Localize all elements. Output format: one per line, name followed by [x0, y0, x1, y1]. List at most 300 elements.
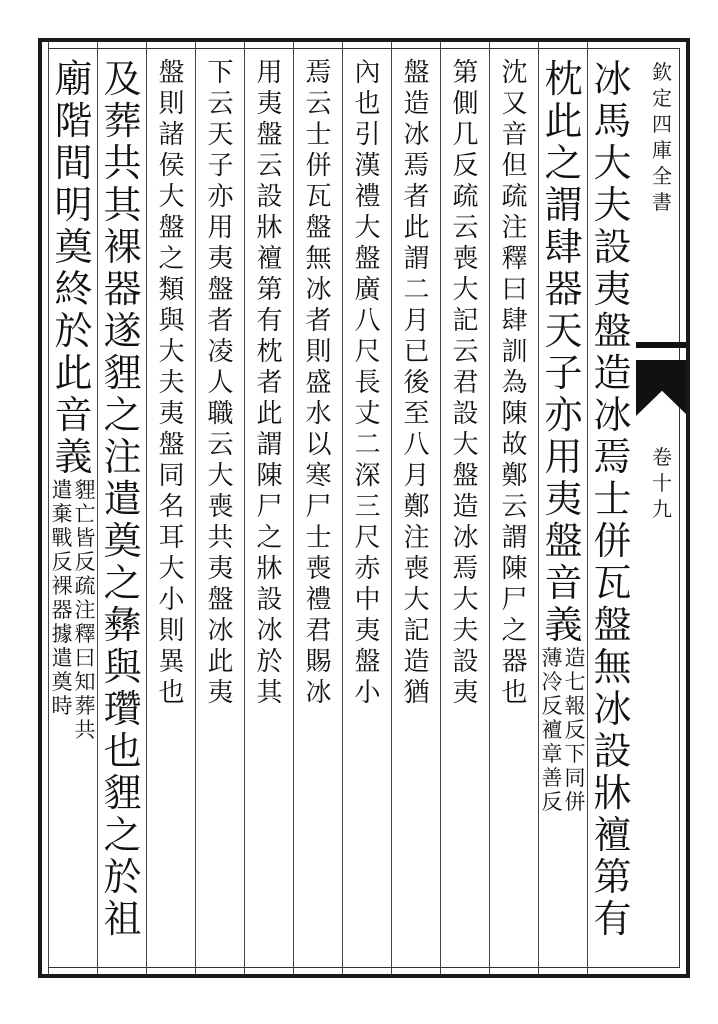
main-text-char: 間 — [54, 141, 93, 185]
commentary-char: 此 — [256, 399, 283, 429]
commentary-char: 也 — [158, 678, 185, 708]
commentary-char: 中 — [354, 585, 381, 615]
main-text-char: 注 — [103, 435, 142, 479]
commentary-char: 已 — [403, 337, 430, 367]
annotation-char: 薄 — [541, 646, 563, 670]
main-text-char: 祖 — [103, 897, 142, 941]
main-text-char: 夷 — [593, 267, 632, 311]
annotation-char: 釋 — [74, 622, 96, 646]
commentary-char: 夫 — [452, 616, 479, 646]
main-text-char: 天 — [544, 309, 583, 353]
main-text-char: 器 — [544, 267, 583, 311]
commentary-char: 以 — [305, 430, 332, 460]
commentary-char: 其 — [256, 678, 283, 708]
commentary-char: 几 — [452, 120, 479, 150]
main-text-char: 遂 — [103, 309, 142, 353]
annotation-pair — [52, 576, 96, 744]
commentary-char: 夷 — [207, 678, 234, 708]
commentary-char: 尺 — [354, 337, 381, 367]
text-column — [244, 42, 294, 974]
main-text-char: 義 — [54, 435, 93, 479]
main-text-char: 瓚 — [103, 687, 142, 731]
margin-title-char: 四 — [652, 112, 672, 136]
commentary-char: 天 — [207, 120, 234, 150]
commentary-char: 盤 — [256, 120, 283, 150]
commentary-char: 側 — [452, 89, 479, 119]
commentary-char: 諸 — [158, 120, 185, 150]
annotation-char: 器 — [51, 598, 73, 622]
commentary-char: 二 — [403, 275, 430, 305]
commentary-char: 八 — [403, 430, 430, 460]
commentary-char: 故 — [501, 430, 528, 460]
commentary-char: 職 — [207, 399, 234, 429]
fishtail-mark — [636, 360, 688, 416]
annotation-char: 反 — [564, 718, 586, 742]
annotation-char: 下 — [564, 742, 586, 766]
commentary-char: 造 — [452, 492, 479, 522]
commentary-char: 丈 — [354, 399, 381, 429]
commentary-char: 焉 — [403, 151, 430, 181]
main-text-char: 亦 — [544, 393, 583, 437]
annotation-char: 遣 — [51, 646, 73, 670]
main-text-char: 及 — [103, 57, 142, 101]
commentary-char: 則 — [305, 337, 332, 367]
commentary-char: 盤 — [207, 275, 234, 305]
main-text-char: 裸 — [103, 225, 142, 269]
commentary-char: 夷 — [158, 399, 185, 429]
commentary-char: 尸 — [256, 492, 283, 522]
main-text-char: 也 — [103, 729, 142, 773]
juan-label — [636, 447, 688, 525]
commentary-char: 喪 — [403, 554, 430, 584]
commentary-char: 鄭 — [403, 492, 430, 522]
commentary-char: 漢 — [354, 151, 381, 181]
annotation-char: 葬 — [74, 694, 96, 718]
main-text-char: 焉 — [593, 435, 632, 479]
annotation-char: 反 — [541, 694, 563, 718]
commentary-char: 之 — [501, 616, 528, 646]
commentary-char: 凌 — [207, 337, 234, 367]
commentary-char: 記 — [403, 616, 430, 646]
annotation-char: 報 — [564, 694, 586, 718]
commentary-char: 士 — [305, 523, 332, 553]
commentary-char: 冰 — [305, 678, 332, 708]
commentary-char: 三 — [354, 492, 381, 522]
commentary-char: 併 — [305, 151, 332, 181]
commentary-char: 子 — [207, 151, 234, 181]
main-text-char: 牀 — [593, 771, 632, 815]
commentary-char: 用 — [207, 213, 234, 243]
main-text-char: 此 — [54, 351, 93, 395]
annotation-char: 反 — [74, 550, 96, 574]
commentary-char: 八 — [354, 306, 381, 336]
commentary-char: 造 — [403, 647, 430, 677]
commentary-char: 共 — [207, 523, 234, 553]
commentary-char: 夫 — [158, 368, 185, 398]
text-column — [293, 42, 343, 974]
commentary-char: 耳 — [158, 523, 185, 553]
commentary-char: 月 — [403, 306, 430, 336]
main-text-char: 廟 — [54, 57, 93, 101]
commentary-char: 又 — [501, 89, 528, 119]
main-text-char: 士 — [593, 477, 632, 521]
annotation-char: 遣 — [51, 478, 73, 502]
commentary-char: 云 — [452, 337, 479, 367]
commentary-char: 尸 — [305, 492, 332, 522]
main-text-char: 冰 — [593, 57, 632, 101]
main-text-char: 無 — [593, 645, 632, 689]
annotation-char: 共 — [74, 718, 96, 742]
commentary-char: 設 — [256, 182, 283, 212]
commentary-char: 枕 — [256, 337, 283, 367]
annotation-pair — [542, 648, 586, 816]
commentary-char: 之 — [158, 244, 185, 274]
commentary-char: 者 — [256, 368, 283, 398]
commentary-char: 小 — [158, 585, 185, 615]
commentary-char: 月 — [403, 461, 430, 491]
text-column — [391, 42, 441, 974]
commentary-char: 大 — [452, 585, 479, 615]
commentary-char: 也 — [354, 89, 381, 119]
main-text-char: 義 — [544, 603, 583, 647]
annotation-char: 冷 — [541, 670, 563, 694]
main-text-char: 於 — [103, 855, 142, 899]
main-text-char: 盤 — [544, 519, 583, 563]
annotation-char: 棄 — [51, 502, 73, 526]
main-text-char: 肆 — [544, 225, 583, 269]
commentary-char: 設 — [452, 399, 479, 429]
commentary-char: 夷 — [256, 89, 283, 119]
commentary-char: 士 — [305, 120, 332, 150]
main-text-char: 夫 — [593, 183, 632, 227]
commentary-char: 者 — [305, 306, 332, 336]
book-title — [652, 62, 672, 218]
annotation-char: 皆 — [74, 526, 96, 550]
text-column — [538, 42, 588, 974]
commentary-char: 焉 — [305, 58, 332, 88]
commentary-char: 牀 — [256, 213, 283, 243]
commentary-char: 大 — [207, 461, 234, 491]
commentary-char: 云 — [256, 151, 283, 181]
commentary-char: 同 — [158, 461, 185, 491]
commentary-char: 水 — [305, 399, 332, 429]
commentary-char: 君 — [452, 368, 479, 398]
commentary-char: 冰 — [305, 275, 332, 305]
main-text-char: 階 — [54, 99, 93, 143]
commentary-char: 夷 — [207, 244, 234, 274]
commentary-char: 君 — [305, 616, 332, 646]
annotation-char: 亡 — [74, 502, 96, 526]
commentary-char: 者 — [403, 182, 430, 212]
commentary-char: 記 — [452, 306, 479, 336]
commentary-char: 廣 — [354, 275, 381, 305]
commentary-char: 內 — [354, 58, 381, 88]
commentary-char: 器 — [501, 647, 528, 677]
commentary-char: 焉 — [452, 554, 479, 584]
commentary-char: 盤 — [354, 647, 381, 677]
margin-title-char: 庫 — [652, 138, 672, 162]
text-column — [48, 42, 98, 974]
commentary-char: 冰 — [207, 616, 234, 646]
commentary-char: 賜 — [305, 647, 332, 677]
main-text-char: 襢 — [593, 813, 632, 857]
main-text-char: 設 — [593, 225, 632, 269]
commentary-char: 則 — [158, 89, 185, 119]
annotation-char: 貍 — [74, 478, 96, 502]
commentary-char: 盤 — [207, 585, 234, 615]
margin-column — [636, 42, 688, 974]
annotation-char: 知 — [74, 670, 96, 694]
commentary-char: 尸 — [501, 585, 528, 615]
margin-juan-char: 十 — [652, 471, 672, 495]
main-text-char: 貍 — [103, 351, 142, 395]
commentary-char: 喪 — [207, 492, 234, 522]
commentary-char: 云 — [207, 89, 234, 119]
margin-juan-char: 卷 — [652, 445, 672, 469]
main-text-char: 貍 — [103, 771, 142, 815]
commentary-char: 人 — [207, 368, 234, 398]
main-text-char: 音 — [54, 393, 93, 437]
commentary-char: 禮 — [354, 182, 381, 212]
commentary-char: 鄭 — [501, 461, 528, 491]
margin-title-char: 欽 — [652, 60, 672, 84]
commentary-char: 喪 — [452, 244, 479, 274]
main-text-char: 器 — [103, 267, 142, 311]
commentary-char: 二 — [354, 430, 381, 460]
annotation-left — [52, 480, 73, 576]
main-text-char: 之 — [103, 393, 142, 437]
annotation-char: 造 — [564, 646, 586, 670]
commentary-char: 陳 — [501, 554, 528, 584]
main-text-char: 夷 — [544, 477, 583, 521]
commentary-char: 設 — [256, 585, 283, 615]
annotation-char: 時 — [51, 694, 73, 718]
annotation-left — [542, 648, 563, 816]
commentary-char: 大 — [452, 275, 479, 305]
commentary-char: 曰 — [501, 275, 528, 305]
annotation-left — [52, 576, 73, 744]
main-text-char: 明 — [54, 183, 93, 227]
commentary-char: 之 — [256, 523, 283, 553]
commentary-char: 注 — [403, 523, 430, 553]
commentary-char: 大 — [158, 337, 185, 367]
main-text-char: 奠 — [54, 225, 93, 269]
text-column — [342, 42, 392, 974]
commentary-char: 冰 — [403, 120, 430, 150]
commentary-char: 設 — [452, 647, 479, 677]
main-text-char: 盤 — [593, 603, 632, 647]
commentary-char: 尺 — [354, 523, 381, 553]
annotation-char: 注 — [74, 598, 96, 622]
commentary-char: 此 — [207, 647, 234, 677]
main-text-char: 與 — [103, 645, 142, 689]
annotation-char: 戰 — [51, 526, 73, 550]
commentary-char: 侯 — [158, 151, 185, 181]
annotation-char: 疏 — [74, 574, 96, 598]
commentary-char: 冰 — [256, 616, 283, 646]
commentary-char: 小 — [354, 678, 381, 708]
commentary-char: 無 — [305, 244, 332, 274]
commentary-char: 反 — [452, 151, 479, 181]
commentary-char: 盤 — [158, 58, 185, 88]
commentary-char: 謂 — [403, 244, 430, 274]
page-frame — [38, 38, 690, 978]
main-text-char: 馬 — [593, 99, 632, 143]
main-text-char: 之 — [103, 813, 142, 857]
main-text-char: 葬 — [103, 99, 142, 143]
commentary-char: 釋 — [501, 244, 528, 274]
commentary-char: 盤 — [403, 58, 430, 88]
main-text-char: 造 — [593, 351, 632, 395]
commentary-char: 此 — [403, 213, 430, 243]
annotation-char: 據 — [51, 622, 73, 646]
main-text-char: 奠 — [103, 519, 142, 563]
commentary-char: 大 — [403, 585, 430, 615]
main-text-char: 瓦 — [593, 561, 632, 605]
main-text-char: 冰 — [593, 687, 632, 731]
main-text-char: 併 — [593, 519, 632, 563]
main-text-char: 第 — [593, 855, 632, 899]
commentary-char: 夷 — [207, 554, 234, 584]
commentary-char: 大 — [158, 182, 185, 212]
commentary-char: 用 — [256, 58, 283, 88]
commentary-char: 者 — [207, 306, 234, 336]
commentary-char: 牀 — [256, 554, 283, 584]
main-text-char: 盤 — [593, 309, 632, 353]
main-text-char: 遣 — [103, 477, 142, 521]
commentary-char: 有 — [256, 306, 283, 336]
commentary-char: 大 — [158, 554, 185, 584]
main-text-char: 其 — [103, 183, 142, 227]
annotation-char: 善 — [541, 766, 563, 790]
margin-title-char: 書 — [652, 190, 672, 214]
annotation-char: 裸 — [51, 574, 73, 598]
commentary-char: 引 — [354, 120, 381, 150]
commentary-char: 謂 — [256, 430, 283, 460]
text-column — [146, 42, 196, 974]
annotation-char: 七 — [564, 670, 586, 694]
commentary-char: 云 — [501, 492, 528, 522]
commentary-char: 於 — [256, 647, 283, 677]
annotation-right — [75, 480, 96, 576]
commentary-char: 疏 — [501, 182, 528, 212]
annotation-char: 章 — [541, 742, 563, 766]
main-text-char: 音 — [544, 561, 583, 605]
commentary-char: 訓 — [501, 337, 528, 367]
annotation-right — [565, 648, 586, 816]
margin-title-char: 全 — [652, 164, 672, 188]
text-column — [489, 42, 539, 974]
annotation-char: 奠 — [51, 670, 73, 694]
main-text-char: 之 — [103, 561, 142, 605]
text-column — [440, 42, 490, 974]
commentary-char: 但 — [501, 151, 528, 181]
commentary-char: 寒 — [305, 461, 332, 491]
commentary-char: 也 — [501, 678, 528, 708]
margin-title-char: 定 — [652, 86, 672, 110]
commentary-char: 云 — [207, 430, 234, 460]
commentary-char: 大 — [452, 430, 479, 460]
commentary-char: 則 — [158, 616, 185, 646]
annotation-char: 併 — [564, 790, 586, 814]
commentary-char: 瓦 — [305, 182, 332, 212]
annotation-char: 襢 — [541, 718, 563, 742]
commentary-char: 類 — [158, 275, 185, 305]
commentary-char: 謂 — [501, 523, 528, 553]
commentary-char: 造 — [403, 89, 430, 119]
commentary-char: 冰 — [452, 523, 479, 553]
commentary-char: 盤 — [354, 244, 381, 274]
commentary-char: 名 — [158, 492, 185, 522]
text-column — [195, 42, 245, 974]
main-text-char: 設 — [593, 729, 632, 773]
commentary-char: 禮 — [305, 585, 332, 615]
commentary-char: 下 — [207, 58, 234, 88]
commentary-char: 盤 — [452, 461, 479, 491]
commentary-char: 長 — [354, 368, 381, 398]
commentary-char: 盤 — [158, 430, 185, 460]
commentary-char: 疏 — [452, 182, 479, 212]
commentary-char: 音 — [501, 120, 528, 150]
main-text-char: 彝 — [103, 603, 142, 647]
commentary-char: 後 — [403, 368, 430, 398]
commentary-char: 云 — [305, 89, 332, 119]
annotation-char: 反 — [541, 790, 563, 814]
commentary-char: 喪 — [305, 554, 332, 584]
main-text-char: 此 — [544, 99, 583, 143]
commentary-char: 猶 — [403, 678, 430, 708]
main-text-char: 有 — [593, 897, 632, 941]
commentary-char: 異 — [158, 647, 185, 677]
main-text-char: 謂 — [544, 183, 583, 227]
commentary-char: 深 — [354, 461, 381, 491]
main-text-char: 子 — [544, 351, 583, 395]
commentary-char: 第 — [452, 58, 479, 88]
fishtail-rule — [636, 342, 688, 348]
main-text-char: 大 — [593, 141, 632, 185]
commentary-char: 陳 — [256, 461, 283, 491]
annotation-right — [75, 576, 96, 744]
text-column — [97, 42, 147, 974]
commentary-char: 亦 — [207, 182, 234, 212]
commentary-char: 夷 — [452, 678, 479, 708]
commentary-char: 襢 — [256, 244, 283, 274]
annotation-char: 反 — [51, 550, 73, 574]
main-text-char: 之 — [544, 141, 583, 185]
commentary-char: 赤 — [354, 554, 381, 584]
commentary-char: 第 — [256, 275, 283, 305]
commentary-char: 大 — [354, 213, 381, 243]
main-text-char: 於 — [54, 309, 93, 353]
text-column — [587, 42, 637, 974]
commentary-char: 為 — [501, 368, 528, 398]
commentary-char: 沈 — [501, 58, 528, 88]
commentary-char: 盤 — [158, 213, 185, 243]
commentary-char: 夷 — [354, 616, 381, 646]
commentary-char: 肆 — [501, 306, 528, 336]
annotation-char: 同 — [564, 766, 586, 790]
annotation-pair — [52, 480, 96, 576]
main-text-char: 用 — [544, 435, 583, 479]
annotation-char: 曰 — [74, 646, 96, 670]
commentary-char: 陳 — [501, 399, 528, 429]
commentary-char: 注 — [501, 213, 528, 243]
commentary-char: 盤 — [305, 213, 332, 243]
commentary-char: 盛 — [305, 368, 332, 398]
main-text-char: 枕 — [544, 57, 583, 101]
commentary-char: 云 — [452, 213, 479, 243]
commentary-char: 與 — [158, 306, 185, 336]
